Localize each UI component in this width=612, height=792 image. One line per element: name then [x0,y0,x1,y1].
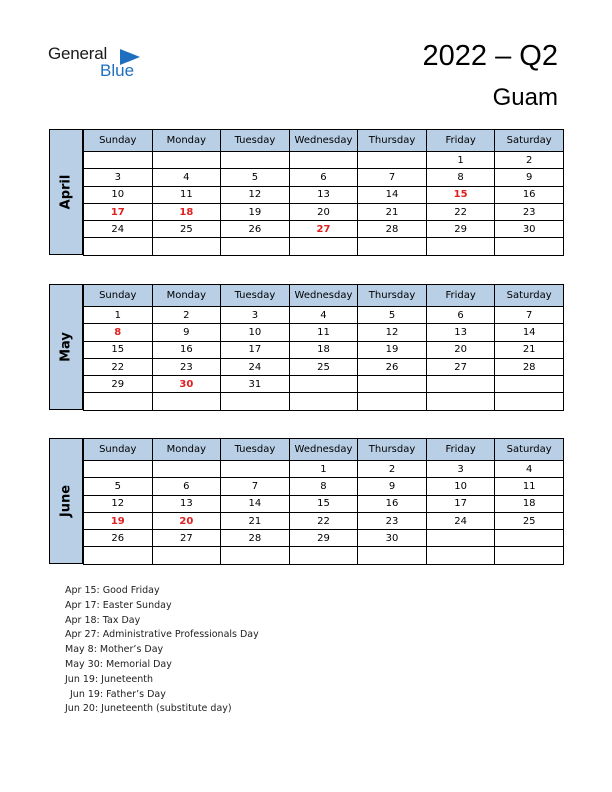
day-cell: 31 [221,376,290,393]
week-row [84,547,564,564]
day-cell: 22 [84,358,153,375]
month-name: June [58,484,74,518]
holiday-note: Apr 15: Good Friday [65,585,160,596]
calendar-grid [83,284,564,411]
day-cell [289,152,358,169]
day-cell [358,547,427,564]
weekday-header: Thursday [358,439,427,461]
day-cell: 18 [152,203,221,220]
day-cell: 12 [221,186,290,203]
week-row [84,307,564,324]
day-cell: 23 [152,358,221,375]
week-row [84,530,564,547]
day-cell: 29 [84,376,153,393]
day-cell: 30 [152,376,221,393]
day-cell: 2 [358,461,427,478]
day-cell: 9 [358,478,427,495]
day-cell [426,393,495,410]
day-cell [221,152,290,169]
day-cell: 19 [358,341,427,358]
day-cell: 5 [221,169,290,186]
holiday-note: Jun 19: Father’s Day [70,688,166,700]
day-cell: 28 [221,530,290,547]
day-cell: 10 [84,186,153,203]
day-cell [289,376,358,393]
day-cell: 4 [152,169,221,186]
logo-text-blue: Blue [100,61,135,80]
day-cell: 15 [84,341,153,358]
day-cell: 7 [221,478,290,495]
weekday-header: Tuesday [221,285,290,307]
weekday-header: Monday [152,285,221,307]
day-cell: 20 [152,512,221,529]
day-cell: 14 [495,324,564,341]
day-cell: 20 [426,341,495,358]
day-cell: 6 [426,307,495,324]
holiday-note: May 8: Mother’s Day [65,644,164,656]
day-cell [221,547,290,564]
week-row [84,341,564,358]
day-cell: 1 [289,461,358,478]
day-cell [221,393,290,410]
weekday-header: Friday [426,285,495,307]
day-cell: 5 [358,307,427,324]
day-cell: 24 [221,358,290,375]
week-row [84,393,564,410]
day-cell [84,238,153,255]
day-cell: 7 [358,169,427,186]
day-cell [495,547,564,564]
weekday-header: Wednesday [289,130,358,152]
logo [48,44,148,84]
day-cell: 3 [426,461,495,478]
week-row [84,324,564,341]
day-cell: 14 [358,186,427,203]
day-cell: 1 [84,307,153,324]
day-cell: 22 [289,512,358,529]
day-cell: 28 [495,358,564,375]
day-cell: 27 [426,358,495,375]
day-cell: 6 [289,169,358,186]
weekday-header: Sunday [84,439,153,461]
day-cell: 23 [495,203,564,220]
day-cell: 8 [289,478,358,495]
day-cell [221,238,290,255]
day-cell: 2 [495,152,564,169]
day-cell [426,530,495,547]
day-cell: 28 [358,221,427,238]
day-cell [221,461,290,478]
day-cell: 29 [289,530,358,547]
month-label [49,129,83,255]
day-cell [495,393,564,410]
month-label [49,284,83,410]
day-cell: 18 [495,495,564,512]
weekday-header: Saturday [495,439,564,461]
day-cell: 13 [289,186,358,203]
day-cell [152,238,221,255]
day-cell [152,152,221,169]
day-cell [495,530,564,547]
day-cell [358,152,427,169]
week-row [84,221,564,238]
month-calendar-june [49,438,564,564]
day-cell: 7 [495,307,564,324]
month-name: May [58,332,74,362]
week-row [84,238,564,255]
weekday-header: Monday [152,130,221,152]
day-cell [152,393,221,410]
day-cell: 21 [495,341,564,358]
day-cell [152,461,221,478]
week-row [84,495,564,512]
day-cell: 27 [289,221,358,238]
day-cell: 30 [358,530,427,547]
month-name: April [58,174,74,210]
day-cell: 8 [84,324,153,341]
day-cell [289,547,358,564]
day-cell: 21 [221,512,290,529]
weekday-header-row [84,285,564,307]
week-row [84,152,564,169]
day-cell: 17 [426,495,495,512]
day-cell: 19 [84,512,153,529]
day-cell: 30 [495,221,564,238]
day-cell: 26 [84,530,153,547]
day-cell [358,376,427,393]
day-cell [289,393,358,410]
calendar-grid [83,438,564,565]
week-row [84,169,564,186]
day-cell [84,152,153,169]
holiday-note: Jun 20: Juneteenth (substitute day) [65,703,232,715]
day-cell [289,238,358,255]
day-cell: 16 [358,495,427,512]
day-cell: 9 [152,324,221,341]
weekday-header: Wednesday [289,285,358,307]
day-cell: 5 [84,478,153,495]
month-label [49,438,83,564]
day-cell: 19 [221,203,290,220]
day-cell: 13 [152,495,221,512]
weekday-header-row [84,130,564,152]
weekday-header: Saturday [495,130,564,152]
holiday-notes [65,584,259,717]
weekday-header: Saturday [495,285,564,307]
day-cell: 18 [289,341,358,358]
day-cell: 11 [495,478,564,495]
day-cell: 27 [152,530,221,547]
weekday-header: Friday [426,130,495,152]
holiday-note: May 30: Memorial Day [65,658,172,670]
day-cell: 29 [426,221,495,238]
week-row [84,186,564,203]
day-cell [84,393,153,410]
week-row [84,203,564,220]
day-cell: 3 [84,169,153,186]
day-cell: 22 [426,203,495,220]
day-cell: 16 [152,341,221,358]
holiday-note: Apr 17: Easter Sunday [65,599,172,611]
day-cell [426,376,495,393]
day-cell: 11 [152,186,221,203]
week-row [84,478,564,495]
day-cell: 1 [426,152,495,169]
day-cell: 3 [221,307,290,324]
month-calendar-may [49,284,564,410]
day-cell: 25 [495,512,564,529]
holiday-note: Apr 18: Tax Day [65,614,141,626]
day-cell: 15 [289,495,358,512]
day-cell: 4 [495,461,564,478]
page-subtitle: Guam [492,84,558,111]
day-cell: 21 [358,203,427,220]
day-cell: 10 [426,478,495,495]
day-cell: 25 [152,221,221,238]
day-cell: 11 [289,324,358,341]
day-cell: 10 [221,324,290,341]
weekday-header: Thursday [358,285,427,307]
day-cell: 20 [289,203,358,220]
weekday-header: Tuesday [221,439,290,461]
day-cell: 2 [152,307,221,324]
weekday-header: Thursday [358,130,427,152]
week-row [84,376,564,393]
day-cell: 14 [221,495,290,512]
day-cell [426,238,495,255]
day-cell [426,547,495,564]
day-cell: 8 [426,169,495,186]
day-cell: 26 [358,358,427,375]
day-cell [358,393,427,410]
day-cell: 24 [84,221,153,238]
day-cell [84,547,153,564]
logo-text-general: General [48,44,108,63]
day-cell: 26 [221,221,290,238]
day-cell: 16 [495,186,564,203]
day-cell: 6 [152,478,221,495]
week-row [84,358,564,375]
day-cell [358,238,427,255]
day-cell: 9 [495,169,564,186]
day-cell: 24 [426,512,495,529]
day-cell [495,238,564,255]
week-row [84,461,564,478]
day-cell: 12 [84,495,153,512]
holiday-note: Jun 19: Juneteenth [65,673,154,685]
day-cell [84,461,153,478]
day-cell: 13 [426,324,495,341]
page-title: 2022 – Q2 [422,40,558,72]
day-cell: 17 [84,203,153,220]
holiday-note: Apr 27: Administrative Professionals Day [65,629,259,641]
day-cell: 4 [289,307,358,324]
day-cell [495,376,564,393]
weekday-header: Friday [426,439,495,461]
day-cell: 12 [358,324,427,341]
month-calendar-april [49,129,564,255]
day-cell: 15 [426,186,495,203]
day-cell: 25 [289,358,358,375]
week-row [84,512,564,529]
day-cell: 17 [221,341,290,358]
calendar-grid [83,129,564,256]
weekday-header: Sunday [84,130,153,152]
weekday-header: Tuesday [221,130,290,152]
weekday-header: Monday [152,439,221,461]
weekday-header-row [84,439,564,461]
weekday-header: Sunday [84,285,153,307]
day-cell: 23 [358,512,427,529]
weekday-header: Wednesday [289,439,358,461]
day-cell [152,547,221,564]
